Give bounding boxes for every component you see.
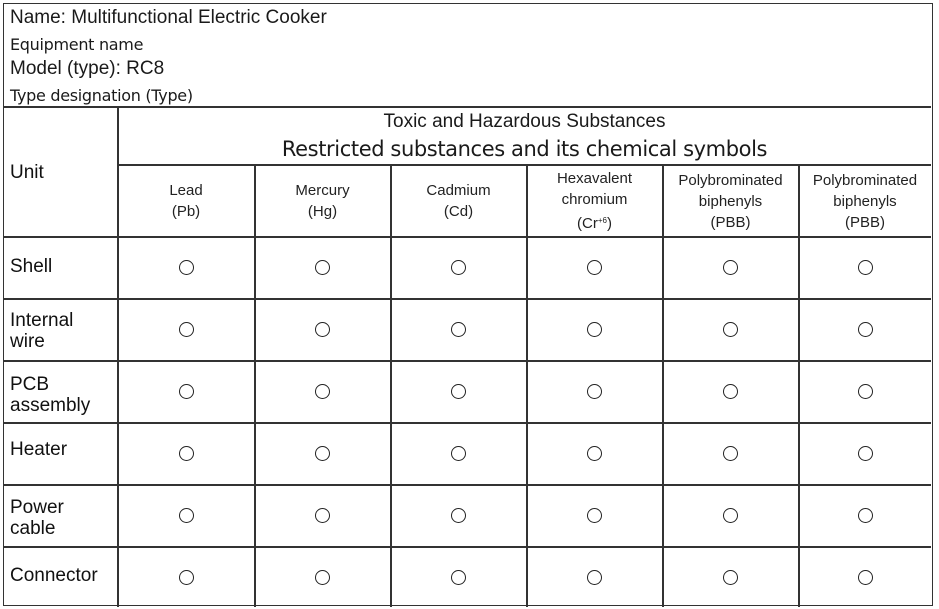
row-label-pcb-assembly: PCB assembly	[10, 374, 91, 416]
circle-icon	[451, 322, 466, 337]
circle-icon	[858, 322, 873, 337]
table-cell	[663, 548, 798, 609]
table-cell	[527, 238, 662, 299]
circle-icon	[451, 384, 466, 399]
table-cell	[799, 548, 931, 609]
circle-icon	[179, 384, 194, 399]
row-label-shell: Shell	[10, 256, 53, 277]
circle-icon	[587, 570, 602, 585]
table-cell	[255, 238, 390, 299]
circle-icon	[587, 322, 602, 337]
column-header-lead: Lead (Pb)	[169, 182, 203, 220]
circle-icon	[723, 570, 738, 585]
circle-icon	[723, 446, 738, 461]
table-cell	[118, 300, 254, 361]
circle-icon	[451, 260, 466, 275]
circle-icon	[723, 322, 738, 337]
table-cell	[118, 548, 254, 609]
table-cell	[527, 424, 662, 485]
equipment-name-sub-label: Equipment name	[10, 35, 144, 54]
table-cell	[527, 486, 662, 547]
table-cell	[663, 362, 798, 423]
table-cell	[255, 424, 390, 485]
table-cell	[391, 548, 526, 609]
circle-icon	[179, 570, 194, 585]
column-header-pbb-2: Polybrominated biphenyls (PBB)	[812, 171, 918, 231]
table-cell	[391, 238, 526, 299]
circle-icon	[451, 508, 466, 523]
circle-icon	[315, 508, 330, 523]
table-cell	[527, 300, 662, 361]
table-cell	[663, 424, 798, 485]
column-header-mercury: Mercury (Hg)	[295, 182, 350, 220]
table-cell	[663, 238, 798, 299]
row-label-heater: Heater	[10, 439, 68, 460]
table-cell	[255, 300, 390, 361]
row-label-connector: Connector	[10, 565, 98, 586]
circle-icon	[315, 446, 330, 461]
column-header-cadmium: Cadmium (Cd)	[426, 182, 491, 220]
table-cell	[255, 548, 390, 609]
unit-header: Unit	[10, 162, 44, 183]
circle-icon	[179, 446, 194, 461]
table-cell	[391, 486, 526, 547]
table-cell	[663, 486, 798, 547]
header-divider	[4, 106, 931, 108]
table-cell	[391, 362, 526, 423]
table-cell	[663, 300, 798, 361]
circle-icon	[179, 508, 194, 523]
circle-icon	[723, 384, 738, 399]
table-title: Toxic and Hazardous Substances	[383, 111, 666, 132]
circle-icon	[179, 322, 194, 337]
circle-icon	[723, 508, 738, 523]
table-cell	[118, 424, 254, 485]
table-cell	[527, 362, 662, 423]
column-header-pbb-1: Polybrominated biphenyls (PBB)	[678, 171, 783, 231]
circle-icon	[858, 384, 873, 399]
table-cell	[391, 300, 526, 361]
table-cell	[255, 362, 390, 423]
circle-icon	[315, 384, 330, 399]
hazardous-substances-table	[3, 3, 933, 606]
model-type-label: Model (type): RC8	[10, 58, 165, 79]
table-cell	[799, 238, 931, 299]
circle-icon	[858, 570, 873, 585]
circle-icon	[858, 446, 873, 461]
table-cell	[799, 486, 931, 547]
circle-icon	[587, 260, 602, 275]
circle-icon	[179, 260, 194, 275]
circle-icon	[451, 570, 466, 585]
circle-icon	[315, 260, 330, 275]
row-label-power-cable: Power cable	[10, 497, 64, 539]
type-designation-label: Type designation (Type)	[10, 86, 193, 105]
column-header-hexavalent-chromium: Hexavalent chromium $(Cr^{+6})$	[556, 170, 633, 232]
circle-icon	[723, 260, 738, 275]
table-cell	[799, 362, 931, 423]
table-cell	[799, 300, 931, 361]
row-label-internal-wire: Internal wire	[10, 310, 74, 352]
equipment-name-label: Name: Multifunctional Electric Cooker	[10, 7, 327, 28]
table-cell	[118, 486, 254, 547]
table-cell	[799, 424, 931, 485]
table-cell	[391, 424, 526, 485]
table-subtitle: Restricted substances and its chemical symbols	[281, 137, 768, 161]
table-cell	[118, 362, 254, 423]
circle-icon	[315, 570, 330, 585]
circle-icon	[451, 446, 466, 461]
circle-icon	[587, 384, 602, 399]
circle-icon	[858, 260, 873, 275]
circle-icon	[587, 508, 602, 523]
table-cell	[527, 548, 662, 609]
table-cell	[255, 486, 390, 547]
table-cell	[118, 238, 254, 299]
circle-icon	[587, 446, 602, 461]
circle-icon	[315, 322, 330, 337]
circle-icon	[858, 508, 873, 523]
